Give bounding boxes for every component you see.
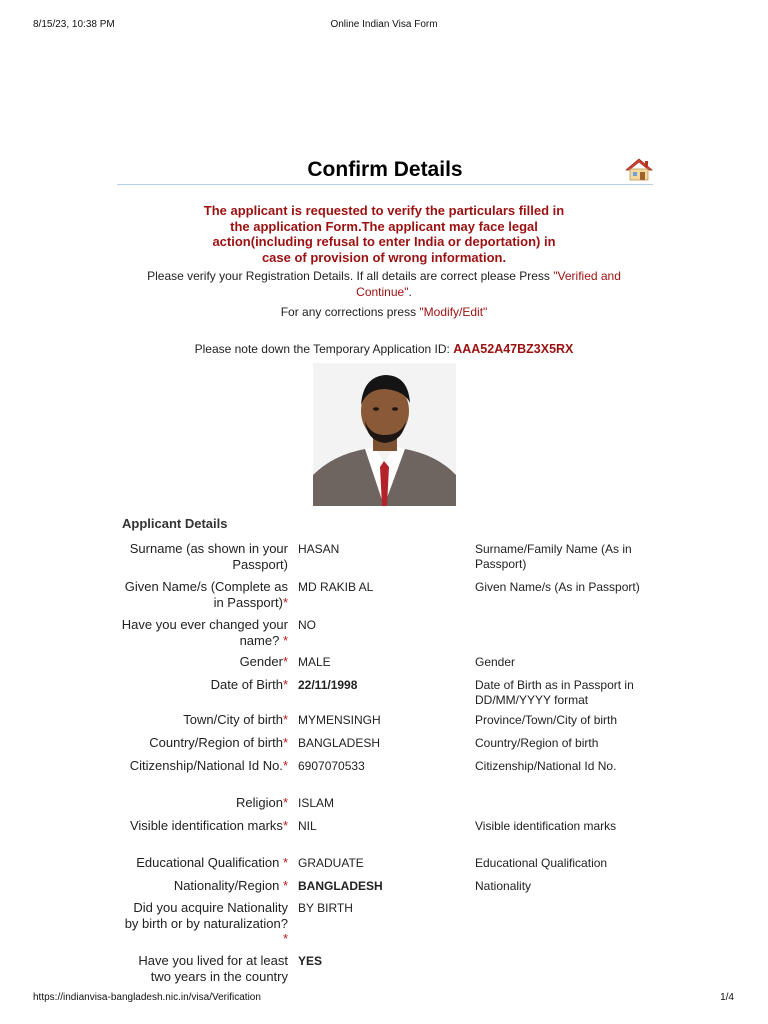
required-asterisk: * [282, 735, 288, 750]
page-heading [117, 156, 653, 185]
field-label: Have you lived for at least two years in the country [138, 953, 288, 984]
print-title: Online Indian Visa Form [330, 19, 438, 30]
field-label: Surname (as shown in your Passport) [129, 541, 288, 572]
warning-message: The applicant is requested to verify the particulars filled in the application Form.The applicant may face legal action(including refusal to enter India or deportation) in case of provision of wrong information. [203, 203, 565, 265]
field-hint: Surname/Family Name (As in Passport) [475, 542, 632, 571]
modify-edit-reference: "Modify/Edit" [419, 305, 488, 319]
field-value: HASAN [298, 542, 340, 556]
field-hint: Nationality [475, 879, 532, 893]
field-value: ISLAM [298, 796, 335, 810]
field-hint: Province/Town/City of birth [475, 713, 618, 727]
field-label: Citizenship/National Id No.* [129, 758, 288, 773]
field-value: BANGLADESH [298, 879, 383, 893]
field-value: MYMENSINGH [298, 713, 381, 727]
field-value: MALE [298, 655, 331, 669]
field-label: Nationality/Region * [173, 878, 288, 893]
required-asterisk: * [282, 654, 288, 669]
home-icon[interactable] [625, 157, 653, 181]
required-asterisk: * [282, 855, 288, 870]
corrections-instructions [120, 305, 648, 319]
field-hint: Educational Qualification [475, 856, 608, 870]
verify-end: . [408, 284, 412, 299]
corrections-text: For any corrections press [280, 305, 420, 319]
section-title-applicant-details: Applicant Details [122, 516, 228, 531]
required-asterisk: * [282, 818, 288, 833]
field-label: Gender* [239, 654, 288, 669]
field-hint: Date of Birth as in Passport in DD/MM/YYYY format [475, 678, 634, 707]
field-label: Visible identification marks* [129, 818, 288, 833]
print-datetime: 8/15/23, 10:38 PM [33, 19, 115, 30]
print-header [0, 0, 768, 40]
print-page-number: 1/4 [720, 992, 734, 1003]
required-asterisk: * [282, 677, 288, 692]
field-label: Religion* [235, 795, 288, 810]
field-label: Educational Qualification * [136, 855, 288, 870]
field-label: Have you ever changed your name? * [121, 617, 288, 648]
field-label: Date of Birth* [210, 677, 288, 692]
field-label: Did you acquire Nationality by birth or by naturalization? * [124, 900, 288, 946]
field-hint: Country/Region of birth [475, 736, 599, 750]
temporary-application-id [120, 342, 648, 356]
field-label: Town/City of birth* [183, 712, 288, 727]
field-value: NIL [298, 819, 317, 833]
required-asterisk: * [282, 632, 288, 648]
verify-text: Please verify your Registration Details. If all details are correct please Press [147, 269, 554, 283]
required-asterisk: * [282, 795, 288, 810]
print-url: https://indianvisa-bangladesh.nic.in/visa/Verification [33, 992, 261, 1003]
required-asterisk: * [282, 931, 288, 946]
field-value: 6907070533 [298, 759, 365, 773]
field-label: Given Name/s (Complete as in Passport)* [124, 579, 288, 610]
field-value: BY BIRTH [298, 901, 353, 915]
required-asterisk: * [282, 594, 288, 610]
field-value: YES [298, 954, 323, 968]
field-hint: Visible identification marks [475, 819, 617, 833]
verify-instructions [120, 269, 648, 300]
required-asterisk: * [282, 712, 288, 727]
required-asterisk: * [282, 758, 288, 773]
applicant-photo [313, 363, 456, 506]
page-title: Confirm Details [307, 158, 463, 181]
appid-label: Please note down the Temporary Application ID: [194, 342, 454, 356]
required-asterisk: * [282, 878, 288, 893]
field-value: NO [298, 618, 316, 632]
field-label: Country/Region of birth* [149, 735, 288, 750]
verified-continue-reference: "Verified and Continue" [356, 269, 621, 299]
field-hint: Given Name/s (As in Passport) [475, 580, 640, 594]
field-value: 22/11/1998 [298, 678, 358, 692]
field-value: MD RAKIB AL [298, 580, 374, 594]
field-value: GRADUATE [298, 856, 364, 870]
appid-value: AAA52A47BZ3X5RX [453, 342, 574, 356]
field-hint: Gender [475, 655, 516, 669]
field-value: BANGLADESH [298, 736, 381, 750]
field-hint: Citizenship/National Id No. [475, 759, 617, 773]
